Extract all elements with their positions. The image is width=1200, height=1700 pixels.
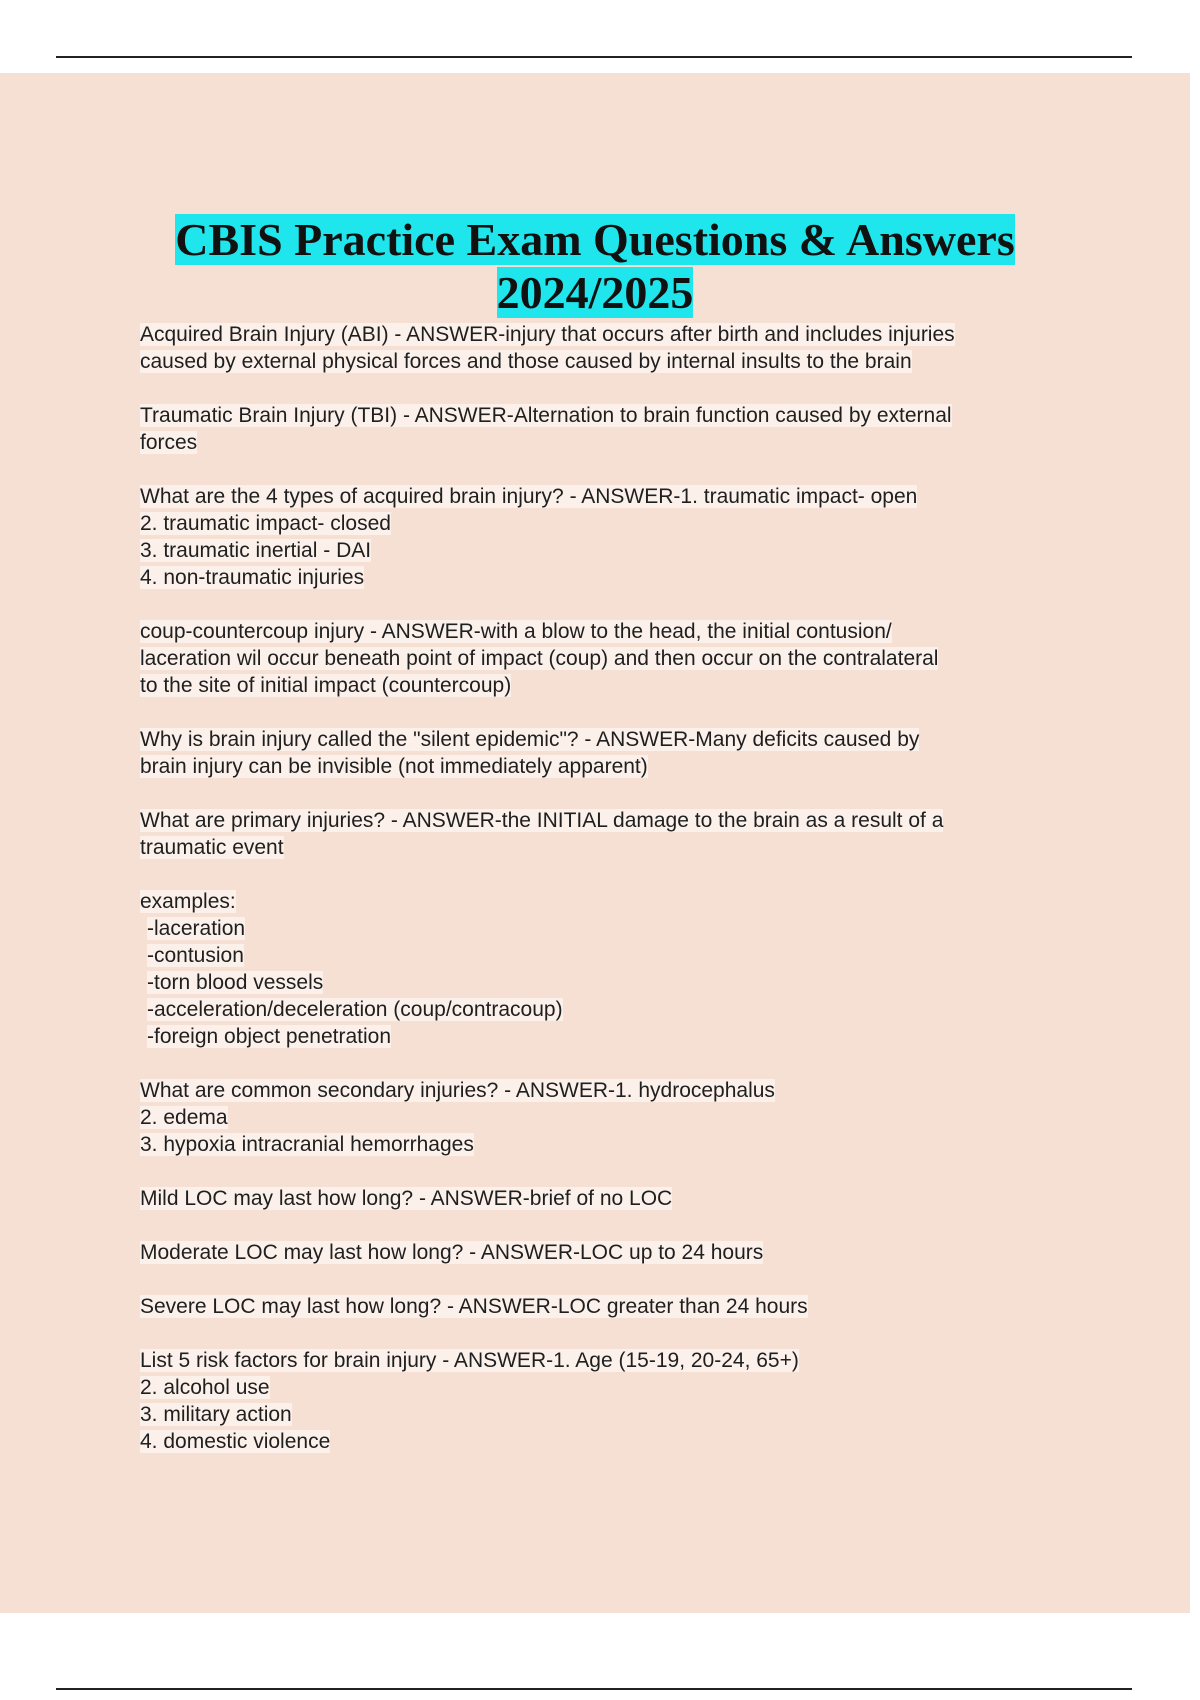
qa-line — [140, 1104, 1060, 1131]
qa-text: What are the 4 types of acquired brain injury? - ANSWER-1. traumatic impact- open — [140, 485, 918, 508]
qa-line — [140, 753, 1060, 780]
bottom-rule — [56, 1688, 1132, 1690]
qa-line — [140, 510, 1060, 537]
qa-item — [140, 618, 1060, 699]
qa-text: -acceleration/deceleration (coup/contracoup) — [147, 998, 563, 1021]
qa-text: 3. traumatic inertial - DAI — [140, 539, 372, 562]
qa-line — [140, 834, 1060, 861]
qa-line — [140, 1293, 1060, 1320]
qa-line — [140, 996, 1060, 1023]
qa-line — [140, 483, 1060, 510]
qa-text: traumatic event — [140, 836, 284, 859]
qa-text: -foreign object penetration — [147, 1025, 391, 1048]
qa-text: List 5 risk factors for brain injury - ANSWER-1. Age (15-19, 20-24, 65+) — [140, 1349, 799, 1372]
qa-text: -laceration — [147, 917, 246, 940]
qa-item — [140, 483, 1060, 591]
document-page — [0, 73, 1190, 1613]
qa-text: 3. hypoxia intracranial hemorrhages — [140, 1133, 474, 1156]
qa-item — [140, 402, 1060, 456]
qa-line — [140, 1131, 1060, 1158]
qa-text: Moderate LOC may last how long? - ANSWER-LOC up to 24 hours — [140, 1241, 764, 1264]
qa-line — [140, 537, 1060, 564]
qa-line — [140, 1023, 1060, 1050]
document-title — [0, 213, 1190, 319]
top-rule — [56, 56, 1132, 58]
qa-text: -torn blood vessels — [147, 971, 324, 994]
qa-text: 2. alcohol use — [140, 1376, 270, 1399]
qa-text: caused by external physical forces and those caused by internal insults to the brain — [140, 350, 912, 373]
qa-item — [140, 807, 1060, 861]
qa-line — [140, 564, 1060, 591]
qa-line — [140, 1347, 1060, 1374]
qa-line — [140, 321, 1060, 348]
qa-text: brain injury can be invisible (not immediately apparent) — [140, 755, 648, 778]
qa-line — [140, 618, 1060, 645]
qa-line — [140, 429, 1060, 456]
qa-content — [140, 321, 1060, 1482]
qa-item — [140, 321, 1060, 375]
qa-text: 2. traumatic impact- closed — [140, 512, 391, 535]
qa-item — [140, 1077, 1060, 1158]
qa-line — [140, 807, 1060, 834]
qa-line — [140, 402, 1060, 429]
qa-line — [140, 1428, 1060, 1455]
qa-item — [140, 1239, 1060, 1266]
qa-line — [140, 915, 1060, 942]
qa-text: 4. domestic violence — [140, 1430, 331, 1453]
qa-line — [140, 942, 1060, 969]
qa-text: Why is brain injury called the "silent epidemic"? - ANSWER-Many deficits caused by — [140, 728, 920, 751]
qa-text: Severe LOC may last how long? - ANSWER-LOC greater than 24 hours — [140, 1295, 808, 1318]
qa-text: Mild LOC may last how long? - ANSWER-brief of no LOC — [140, 1187, 673, 1210]
qa-text: 4. non-traumatic injuries — [140, 566, 365, 589]
qa-line — [140, 888, 1060, 915]
qa-item — [140, 888, 1060, 1050]
qa-text: What are primary injuries? - ANSWER-the INITIAL damage to the brain as a result of a — [140, 809, 944, 832]
qa-item — [140, 1185, 1060, 1212]
qa-line — [140, 1239, 1060, 1266]
qa-line — [140, 969, 1060, 996]
qa-text: laceration wil occur beneath point of impact (coup) and then occur on the contralateral — [140, 647, 939, 670]
qa-text: Acquired Brain Injury (ABI) - ANSWER-injury that occurs after birth and includes injuries — [140, 323, 955, 346]
qa-item — [140, 1293, 1060, 1320]
qa-text: forces — [140, 431, 198, 454]
qa-text: 3. military action — [140, 1403, 292, 1426]
qa-text: examples: — [140, 890, 236, 913]
qa-line — [140, 348, 1060, 375]
qa-text: -contusion — [147, 944, 244, 967]
qa-line — [140, 726, 1060, 753]
qa-text: coup-countercoup injury - ANSWER-with a blow to the head, the initial contusion/ — [140, 620, 892, 643]
qa-line — [140, 645, 1060, 672]
title-line-1: CBIS Practice Exam Questions & Answers — [175, 214, 1015, 265]
qa-line — [140, 1077, 1060, 1104]
qa-text: What are common secondary injuries? - ANSWER-1. hydrocephalus — [140, 1079, 775, 1102]
qa-line — [140, 672, 1060, 699]
qa-item — [140, 726, 1060, 780]
title-line-2: 2024/2025 — [496, 267, 694, 318]
qa-item — [140, 1347, 1060, 1455]
qa-line — [140, 1374, 1060, 1401]
qa-text: to the site of initial impact (countercoup) — [140, 674, 512, 697]
qa-text: Traumatic Brain Injury (TBI) - ANSWER-Alternation to brain function caused by external — [140, 404, 952, 427]
qa-text: 2. edema — [140, 1106, 228, 1129]
qa-line — [140, 1185, 1060, 1212]
qa-line — [140, 1401, 1060, 1428]
